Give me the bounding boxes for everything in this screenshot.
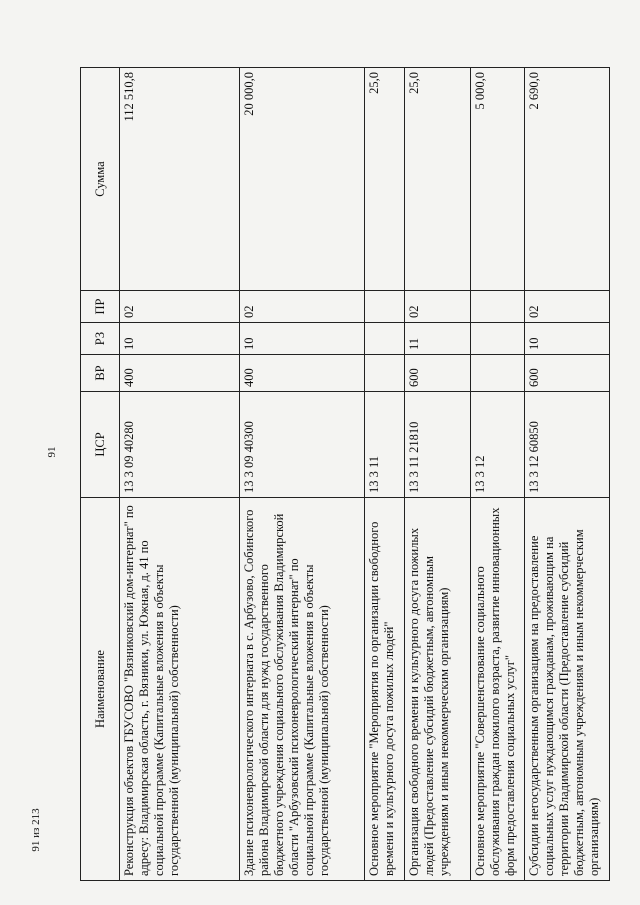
cell-sum: 25,0 [405,68,471,291]
cell-pr: 02 [525,291,610,323]
cell-name: Основное мероприятие "Совершенствование социального обслуживания граждан пожилого возраста, развитие инновационных форм предоставления социальных услуг" [471,498,525,881]
cell-sum: 20 000,0 [240,68,365,291]
cell-vr: 600 [525,355,610,392]
cell-sum: 25,0 [365,68,405,291]
cell-vr: 400 [240,355,365,392]
cell-name: Организация свободного времени и культурного досуга пожилых людей (Предоставление субсидий бюджетным, автономным учреждениям и иным некоммерческим организациям) [405,498,471,881]
table-row [405,68,471,881]
cell-pr [471,291,525,323]
header-pr: ПР [81,291,120,323]
cell-sum: 112 510,8 [120,68,240,291]
cell-name: Реконструкция объектов ГБУСОВО "Вязниковский дом-интернат" по адресу: Владимирская область, г. Вязники, ул. Южная, д. 41 по социальной программе (Капитальные вложения в объекты государственной (муниципальной) собственности) [120,498,240,881]
cell-pr: 02 [240,291,365,323]
header-vr: ВР [81,355,120,392]
table-container [80,68,610,881]
cell-csr: 13 3 12 [471,392,525,498]
cell-csr: 13 3 11 [365,392,405,498]
table-row [240,68,365,881]
cell-sum: 5 000,0 [471,68,525,291]
cell-rz: 10 [120,323,240,355]
cell-rz [365,323,405,355]
cell-vr: 600 [405,355,471,392]
cell-pr: 02 [405,291,471,323]
cell-rz: 11 [405,323,471,355]
header-sum: Сумма [81,68,120,291]
cell-name: Здание психоневрологического интерната в с. Арбузово, Собинского района Владимирской области для нужд государственного бюджетного учреждения социального обслуживания Владимирской области "Арбузовский психоневрологический интернат" по социальной программе (Капитальные вложения в объекты государственной (муниципальной) собственности) [240,498,365,881]
cell-rz: 10 [240,323,365,355]
cell-pr: 02 [120,291,240,323]
page-number: 91 [46,446,58,458]
budget-table [80,67,610,881]
cell-sum: 2 690,0 [525,68,610,291]
page-footer: 91 из 213 [30,808,42,852]
table-row [365,68,405,881]
table-header-row [81,68,120,881]
header-name: Наименование [81,498,120,881]
cell-vr [471,355,525,392]
cell-csr: 13 3 12 60850 [525,392,610,498]
cell-vr [365,355,405,392]
header-rz: РЗ [81,323,120,355]
cell-vr: 400 [120,355,240,392]
cell-name: Основное мероприятие "Мероприятия по организации свободного времени и культурного досуга пожилых людей" [365,498,405,881]
cell-name: Субсидии негосударственным организациям на предоставление социальных услуг нуждающимся гражданам, проживающим на территории Владимирской области (Предоставление субсидий бюджетным, автономным учреждениям и иным некоммерческим организациям) [525,498,610,881]
table-row [525,68,610,881]
cell-pr [365,291,405,323]
cell-csr: 13 3 09 40300 [240,392,365,498]
cell-csr: 13 3 09 40280 [120,392,240,498]
table-row [120,68,240,881]
cell-rz: 10 [525,323,610,355]
table-row [471,68,525,881]
header-csr: ЦСР [81,392,120,498]
cell-csr: 13 3 11 21810 [405,392,471,498]
cell-rz [471,323,525,355]
